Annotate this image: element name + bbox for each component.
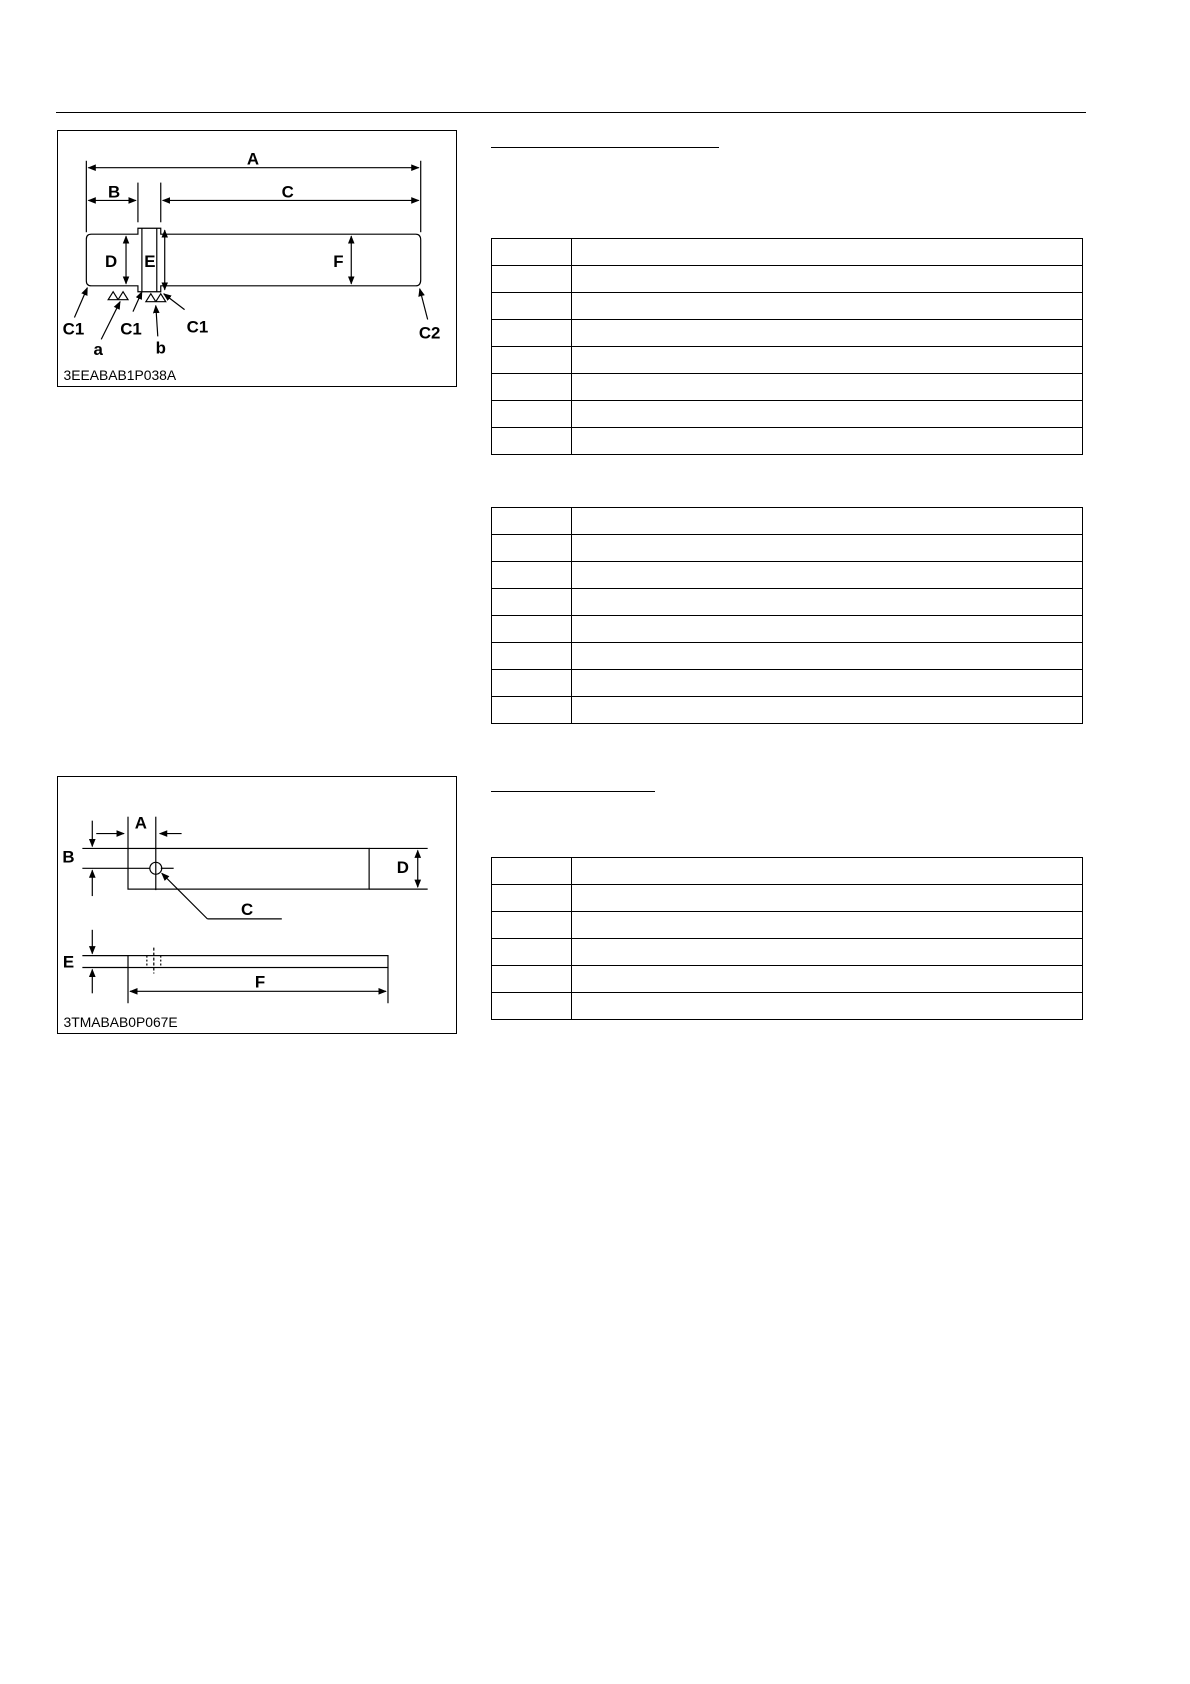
- label-e: E: [62, 952, 75, 972]
- label-a: A: [246, 149, 260, 169]
- table-cell-value: [572, 428, 1083, 455]
- table-cell-value: [572, 858, 1083, 885]
- spec-table-2: [491, 507, 1083, 724]
- label-b: B: [108, 182, 121, 202]
- table-cell-label: [492, 616, 572, 643]
- bar-drawing: [58, 777, 456, 1033]
- table-row: [492, 697, 1083, 724]
- section-heading-rule-2: [491, 791, 655, 792]
- label-a-small: a: [93, 340, 103, 360]
- table-cell-label: [492, 697, 572, 724]
- table-cell-label: [492, 885, 572, 912]
- table-row: [492, 374, 1083, 401]
- table-cell-label: [492, 912, 572, 939]
- table-row: [492, 858, 1083, 885]
- spec-table-1: [491, 238, 1083, 455]
- table-cell-value: [572, 912, 1083, 939]
- table-cell-value: [572, 239, 1083, 266]
- table-row: [492, 428, 1083, 455]
- figure-bar: [57, 776, 457, 1034]
- section-heading-rule-1: [491, 147, 719, 148]
- table-cell-value: [572, 643, 1083, 670]
- label-e: E: [144, 251, 156, 271]
- figure-shaft: [57, 130, 457, 387]
- table-cell-label: [492, 401, 572, 428]
- table-cell-label: [492, 535, 572, 562]
- table-cell-label: [492, 858, 572, 885]
- table-row: [492, 562, 1083, 589]
- table-cell-value: [572, 993, 1083, 1020]
- table-cell-value: [572, 616, 1083, 643]
- table-row: [492, 643, 1083, 670]
- table-cell-value: [572, 562, 1083, 589]
- label-d: D: [105, 251, 118, 271]
- table-cell-value: [572, 374, 1083, 401]
- finish-mark-a: [108, 292, 128, 300]
- label-c1-left: C1: [62, 319, 85, 339]
- label-f: F: [333, 251, 344, 271]
- table-cell-label: [492, 347, 572, 374]
- table-cell-label: [492, 374, 572, 401]
- table-row: [492, 293, 1083, 320]
- table-cell-label: [492, 508, 572, 535]
- table-row: [492, 670, 1083, 697]
- label-c2: C2: [418, 323, 441, 343]
- table-cell-value: [572, 293, 1083, 320]
- table-row: [492, 347, 1083, 374]
- label-b-small: b: [155, 338, 166, 358]
- table-cell-value: [572, 266, 1083, 293]
- table-cell-label: [492, 589, 572, 616]
- label-f: F: [254, 972, 266, 992]
- label-d: D: [396, 858, 409, 878]
- figure-code: 3EEABAB1P038A: [63, 367, 177, 384]
- table-row: [492, 589, 1083, 616]
- table-cell-value: [572, 939, 1083, 966]
- table-cell-value: [572, 347, 1083, 374]
- table-cell-label: [492, 320, 572, 347]
- table-cell-label: [492, 428, 572, 455]
- table-cell-value: [572, 589, 1083, 616]
- table-cell-value: [572, 508, 1083, 535]
- header-rule: [56, 112, 1086, 113]
- label-c1-right: C1: [186, 317, 209, 337]
- label-b: B: [62, 847, 75, 867]
- table-cell-label: [492, 266, 572, 293]
- table-row: [492, 885, 1083, 912]
- label-c1-mid: C1: [120, 319, 142, 339]
- table-cell-value: [572, 535, 1083, 562]
- table-cell-value: [572, 670, 1083, 697]
- label-c: C: [281, 182, 294, 202]
- table-cell-label: [492, 966, 572, 993]
- shaft-drawing: [58, 131, 456, 386]
- table-row: [492, 912, 1083, 939]
- table-row: [492, 939, 1083, 966]
- table-cell-label: [492, 239, 572, 266]
- table-row: [492, 508, 1083, 535]
- table-cell-label: [492, 643, 572, 670]
- table-cell-label: [492, 293, 572, 320]
- table-cell-label: [492, 939, 572, 966]
- finish-mark-b: [146, 294, 166, 302]
- table-row: [492, 535, 1083, 562]
- table-row: [492, 320, 1083, 347]
- spec-table-3: [491, 857, 1083, 1020]
- table-cell-value: [572, 401, 1083, 428]
- table-cell-value: [572, 320, 1083, 347]
- table-cell-value: [572, 966, 1083, 993]
- bar-side-view: [128, 956, 388, 968]
- table-row: [492, 966, 1083, 993]
- table-cell-value: [572, 885, 1083, 912]
- table-cell-label: [492, 562, 572, 589]
- label-c: C: [240, 899, 254, 919]
- table-cell-label: [492, 670, 572, 697]
- figure-code: 3TMABAB0P067E: [63, 1014, 178, 1031]
- table-row: [492, 239, 1083, 266]
- table-row: [492, 266, 1083, 293]
- table-row: [492, 401, 1083, 428]
- table-row: [492, 616, 1083, 643]
- table-cell-value: [572, 697, 1083, 724]
- table-cell-label: [492, 993, 572, 1020]
- shaft-outline: [86, 228, 420, 292]
- label-a: A: [134, 813, 148, 833]
- table-row: [492, 993, 1083, 1020]
